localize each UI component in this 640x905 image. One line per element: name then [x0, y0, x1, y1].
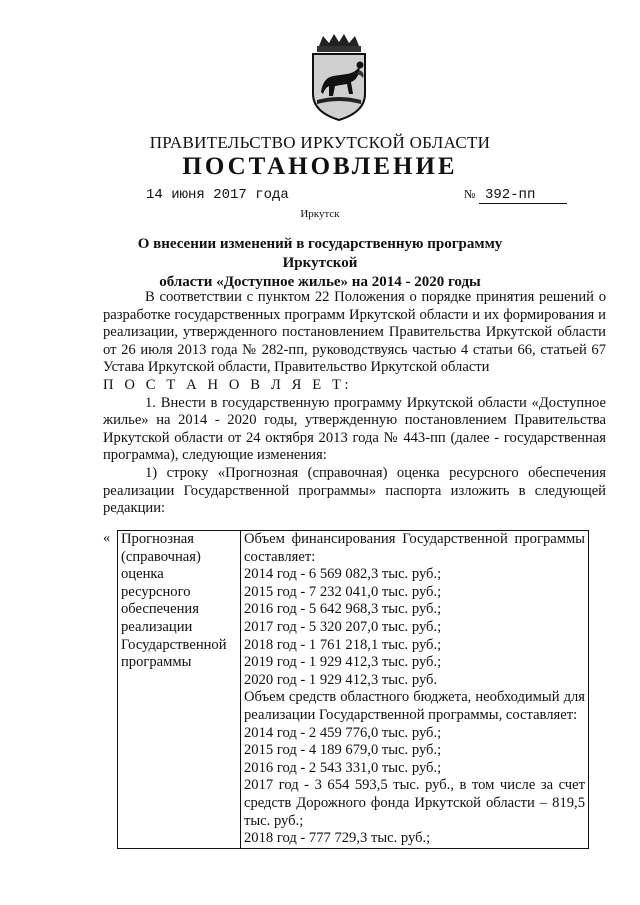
- total-years-list: [244, 566, 585, 689]
- item-1-1-paragraph: 1) строку «Прогнозная (справочная) оценка ресурсного обеспечения реализации Государственной программы» паспорта изложить в следующей редакции:: [103, 464, 606, 517]
- opening-quote: «: [103, 530, 111, 546]
- regional-years-list: [244, 725, 585, 778]
- number-label: №: [464, 187, 476, 201]
- table-row: [118, 531, 589, 849]
- decree-number: [464, 187, 567, 204]
- preamble-paragraph: В соответствии с пунктом 22 Положения о порядке принятия решений о разработке государственных программ Иркутской области и их формирования и реализации, утвержденного постановлением Правительства Иркутской области от 26 июля 2013 года № 282-пп, руководствуясь частью 4 статьи 66, статьей 67 Устава Иркутской области, Правительство Иркутской области: [103, 289, 606, 376]
- list-item: 2019 год - 1 929 412,3 тыс. руб.;: [244, 654, 442, 671]
- row-value-cell: [241, 531, 589, 849]
- title-line-2: области «Доступное жилье» на 2014 - 2020 годы: [159, 274, 481, 290]
- label-line: обеспечения: [121, 601, 199, 618]
- number-value: 392-пп: [479, 187, 567, 204]
- city: Иркутск: [300, 208, 340, 220]
- list-item: 2016 год - 5 642 968,3 тыс. руб.;: [244, 601, 442, 618]
- label-line: программы: [121, 654, 192, 671]
- row-label: [121, 531, 237, 672]
- regional-heading: Объем средств областного бюджета, необходимый для реализации Государственной программы, составляет:: [244, 689, 585, 723]
- label-line: оценка: [121, 566, 164, 583]
- list-item: 2016 год - 2 543 331,0 тыс. руб.;: [244, 759, 442, 776]
- list-item: 2015 год - 7 232 041,0 тыс. руб.;: [244, 583, 442, 600]
- label-line: Государственной: [121, 636, 227, 653]
- document-title: [100, 235, 540, 292]
- list-item: 2014 год - 6 569 082,3 тыс. руб.;: [244, 566, 442, 583]
- label-line: ресурсного: [121, 583, 191, 600]
- government-name: ПРАВИТЕЛЬСТВО ИРКУТСКОЙ ОБЛАСТИ: [149, 133, 491, 152]
- list-item: 2017 год - 5 320 207,0 тыс. руб.;: [244, 618, 442, 635]
- list-item: 2018 год - 1 761 218,1 тыс. руб.;: [244, 636, 442, 653]
- list-item: 2015 год - 4 189 679,0 тыс. руб.;: [244, 742, 442, 759]
- list-item: 2014 год - 2 459 776,0 тыс. руб.;: [244, 724, 442, 741]
- row-label-cell: [118, 531, 241, 849]
- document-body: [103, 289, 606, 518]
- decree-date: 14 июня 2017 года: [146, 187, 289, 203]
- document-type: ПОСТАНОВЛЕНИЕ: [182, 153, 458, 180]
- list-item: 2020 год - 1 929 412,3 тыс. руб.: [244, 671, 438, 688]
- label-line: реализации: [121, 618, 193, 635]
- total-heading: Объем финансирования Государственной программы составляет:: [244, 531, 585, 565]
- item-1-paragraph: 1. Внести в государственную программу Иркутской области «Доступное жилье» на 2014 - 2020 годы, утвержденную постановлением Правительства Иркутской области от 24 октября 2013 года № 443-пп (далее - государственная программа), следующие изменения:: [103, 394, 606, 464]
- regional-2017: 2017 год - 3 654 593,5 тыс. руб., в том числе за счет средств Дорожного фонда Иркутской области – 819,5 тыс. руб.;: [244, 777, 585, 829]
- resolves-heading: П О С Т А Н О В Л Я Е Т:: [103, 376, 353, 393]
- regional-2018: 2018 год - 777 729,3 тыс. руб.;: [244, 830, 431, 847]
- label-line: Прогнозная: [121, 531, 194, 547]
- irkutsk-coat-of-arms-icon: [303, 32, 375, 122]
- label-line: (справочная): [121, 548, 201, 565]
- title-line-1: О внесении изменений в государственную программу Иркутской: [137, 236, 503, 271]
- passport-table: [117, 530, 589, 849]
